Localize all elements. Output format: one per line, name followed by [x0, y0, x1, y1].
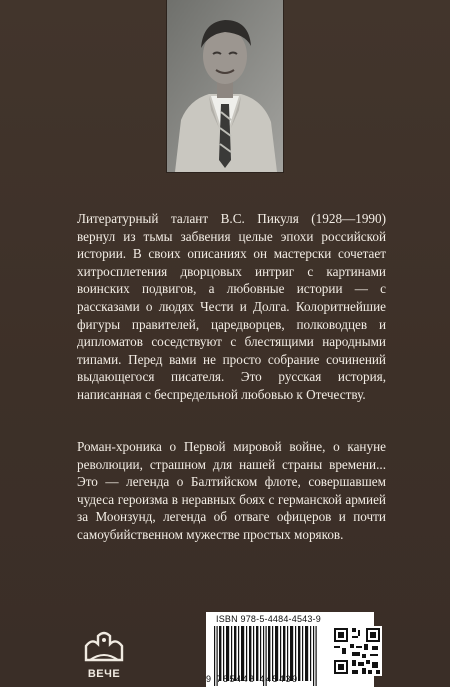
annotation-paragraph-1 — [77, 210, 386, 404]
author-portrait-icon — [167, 0, 283, 172]
barcode-digits: 9 785448 445439 — [206, 674, 299, 684]
qr-code — [332, 626, 382, 676]
veche-logo-icon — [80, 630, 128, 670]
annotation-paragraph-2 — [77, 438, 386, 544]
publisher-name: ВЕЧЕ — [87, 668, 121, 680]
paragraph-text: Литературный талант В.С. Пикуля (1928—1990) вернул из тьмы забвения целые эпохи российской истории. В своих описаниях он мастерски сочетает хитросплетения дворцовых интриг с картинами воинских подвигов, а любовные истории — с рассказами о людях Чести и Долга. Колоритнейшие фигуры правителей, царедворцев, полководцев и дипломатов соседствуют с блестящими народными типами. Перед вами не просто собрание сочинений выдающегося писателя. Это русская история, написанная с беспредельной любовью к Отечеству. — [77, 211, 386, 402]
isbn-label: ISBN 978-5-4484-4543-9 — [216, 614, 321, 624]
author-photo — [167, 0, 283, 172]
qr-code-icon — [332, 626, 382, 676]
publisher-logo — [80, 630, 128, 682]
paragraph-text: Роман-хроника о Первой мировой войне, о кануне революции, страшном для нашей страны времени... Это — легенда о Балтийском флоте, совершавшем чудеса героизма в неравных боях с германской армией за Моонзунд, легенда об отваге офицеров и почти самоубийственном мужестве простых моряков. — [77, 439, 386, 542]
